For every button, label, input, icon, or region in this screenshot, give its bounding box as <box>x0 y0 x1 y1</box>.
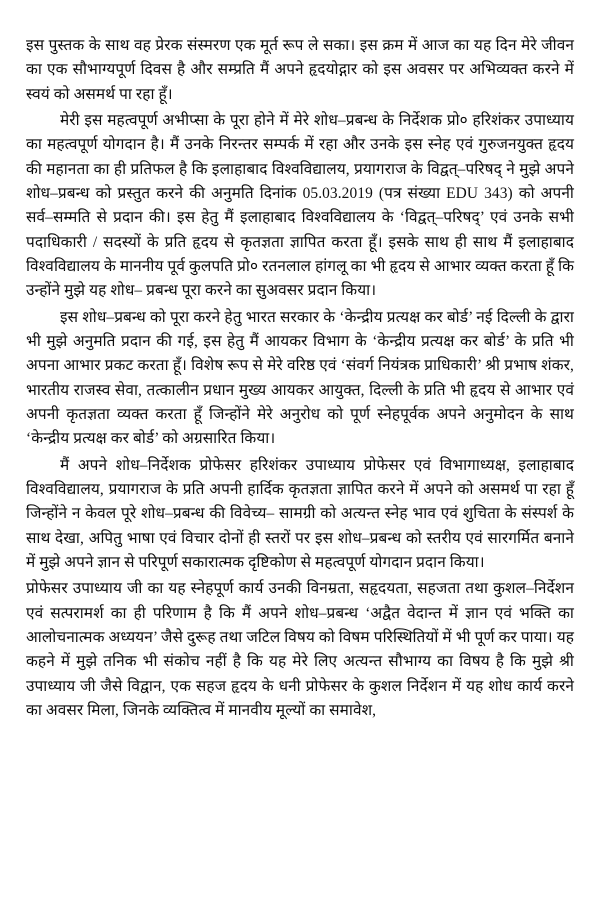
paragraph-3: इस शोध–प्रबन्ध को पूरा करने हेतु भारत सरकार के ‘केन्द्रीय प्रत्यक्ष कर बोर्ड’ नई दिल्ली के द्वारा भी मुझे अनुमति प्रदान की गई, इस हेतु मैं आयकर विभाग के ‘केन्द्रीय प्रत्यक्ष कर बोर्ड’ के प्रति भी अपना आभार प्रकट करता हूँ। विशेष रूप से मेरे वरिष्ठ एवं ‘संवर्ग नियंत्रक प्राधिकारी’ श्री प्रभाष शंकर, भारतीय राजस्व सेवा, तत्कालीन प्रधान मुख्य आयकर आयुक्त, दिल्ली के प्रति भी हृदय से आभार एवं अपनी कृतज्ञता व्यक्त करता हूँ जिन्होंने मेरे अनुरोध को पूर्ण स्नेहपूर्वक अपने अनुमोदन के साथ ‘केन्द्रीय प्रत्यक्ष कर बोर्ड’ को अग्रसारित किया। <box>26 308 574 448</box>
document-body <box>26 34 574 723</box>
paragraph-4: मैं अपने शोध–निर्देशक प्रोफेसर हरिशंकर उपाध्याय प्रोफेसर एवं विभागाध्यक्ष, इलाहाबाद विश्वविद्यालय, प्रयागराज के प्रति अपनी हार्दिक कृतज्ञता ज्ञापित करने में अपने को असमर्थ पा रहा हूँ जिन्होंने न केवल पूरे शोध–प्रबन्ध की विवेच्य– सामग्री को अत्यन्त स्नेह भाव एवं शुचिता के संस्पर्श के साथ देखा, अपितु भाषा एवं विचार दोनों ही स्तरों पर इस शोध–प्रबन्ध को स्तरीय एवं सारगर्मित बनाने में मुझे अपने ज्ञान से परिपूर्ण सकारात्मक दृष्टिकोण से महत्वपूर्ण योगदान प्रदान किया। <box>26 456 574 571</box>
paragraph-2: मेरी इस महत्वपूर्ण अभीप्सा के पूरा होने में मेरे शोध–प्रबन्ध के निर्देशक प्रो० हरिशंकर उपाध्याय का महत्वपूर्ण योगदान है। मैं उनके निरन्तर सम्पर्क में रहा और उनके इस स्नेह एवं गुरुजनयुक्त हृदय की महानता का ही प्रतिफल है कि इलाहाबाद विश्वविद्यालय, प्रयागराज के विद्वत्–परिषद् ने मुझे अपने शोध–प्रबन्ध को प्रस्तुत करने की अनुमति दिनांक 05.03.2019 (पत्र संख्या EDU 343) को अपनी सर्व–सम्मति से प्रदान की। इस हेतु मैं इलाहाबाद विश्वविद्यालय के ‘विद्वत्–परिषद्’ एवं उनके सभी पदाधिकारी / सदस्यों के प्रति हृदय से कृतज्ञता ज्ञापित करता हूँ। इसके साथ ही साथ मैं इलाहाबाद विश्वविद्यालय के माननीय पूर्व कुलपति प्रो० रतनलाल हांगलू का भी हृदय से आभार व्यक्त करता हूँ कि उन्होंने मुझे यह शोध– प्रबन्ध पूरा करने का सुअवसर प्रदान किया। <box>26 111 574 300</box>
paragraph-1: इस पुस्तक के साथ वह प्रेरक संस्मरण एक मूर्त रूप ले सका। इस क्रम में आज का यह दिन मेरे जीवन का एक सौभाग्यपूर्ण दिवस है और सम्प्रति मैं अपने हृदयोद्गार को इस अवसर पर अभिव्यक्त करने में स्वयं को असमर्थ पा रहा हूँ। <box>26 37 574 103</box>
paragraph-5: प्रोफेसर उपाध्याय जी का यह स्नेहपूर्ण कार्य उनकी विनम्रता, सहृदयता, सहजता तथा कुशल–निर्देशन एवं सत्परामर्श का ही परिणाम है कि मैं अपने शोध–प्रबन्ध ‘अद्वैत वेदान्त में ज्ञान एवं भक्ति का आलोचनात्मक अध्ययन’ जैसे दुरूह तथा जटिल विषय को विषम परिस्थितियों में भी पूर्ण कर पाया। यह कहने में मुझे तनिक भी संकोच नहीं है कि यह मेरे लिए अत्यन्त सौभाग्य का विषय है कि मुझे श्री उपाध्याय जी जैसे विद्वान, एक सहज हृदय के धनी प्रोफेसर के कुशल निर्देशन में यह शोध कार्य करने का अवसर मिला, जिनके व्यक्तित्व में मानवीय मूल्यों का समावेश, <box>26 580 574 719</box>
